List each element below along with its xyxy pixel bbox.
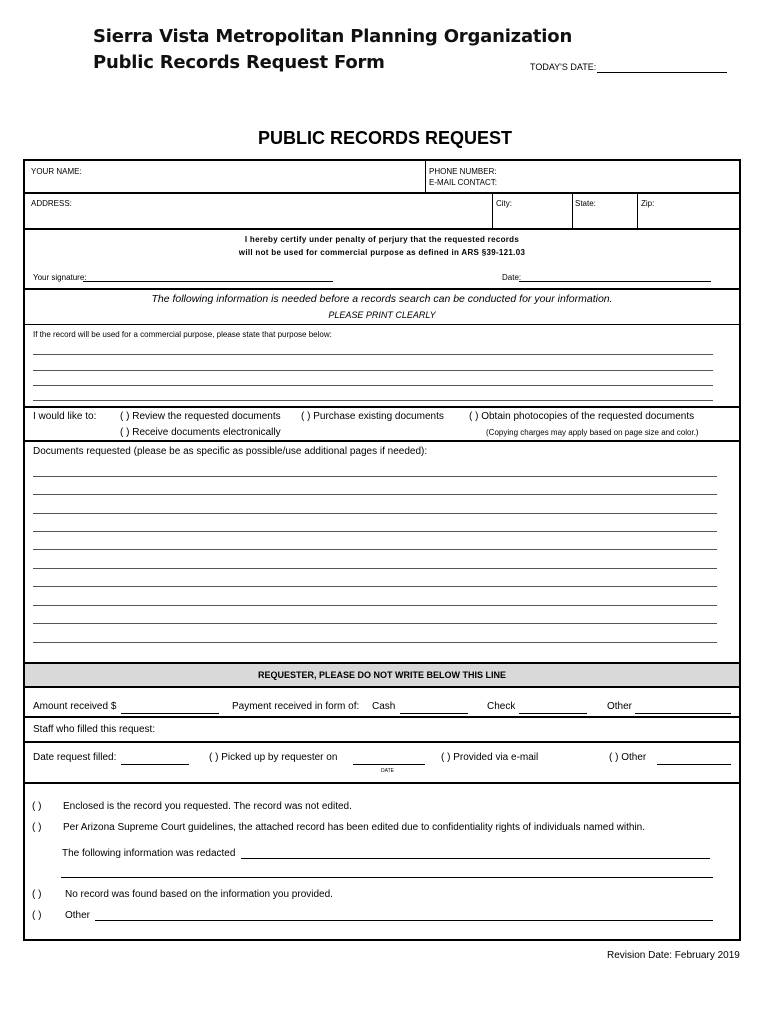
documents-line[interactable] <box>33 605 717 606</box>
cash-field[interactable] <box>400 713 468 714</box>
date-filled-field[interactable] <box>121 764 189 765</box>
other-delivery-field[interactable] <box>657 764 731 765</box>
other-outcome-checkbox[interactable]: ( ) <box>32 910 42 921</box>
other-outcome-label: Other <box>65 910 91 921</box>
certify-line2: will not be used for commercial purpose as defined in ARS §39-121.03 <box>238 248 526 257</box>
documents-line[interactable] <box>33 494 717 495</box>
date-caption: DATE <box>381 768 394 774</box>
certify-date-field[interactable] <box>519 281 711 282</box>
check-field[interactable] <box>519 713 587 714</box>
amount-field[interactable] <box>121 713 219 714</box>
enclosed-text: Enclosed is the record you requested. The record was not edited. <box>63 801 352 812</box>
no-record-checkbox[interactable]: ( ) <box>32 889 42 900</box>
todays-date-label: TODAY'S DATE: <box>530 62 597 72</box>
edited-text: Per Arizona Supreme Court guidelines, the attached record has been edited due to confidentiality rights of individuals named within. <box>63 822 646 833</box>
documents-line[interactable] <box>33 531 717 532</box>
search-notice: The following information is needed before a records search can be conducted for your information. <box>151 293 613 305</box>
purpose-line[interactable] <box>33 400 713 401</box>
page-title: PUBLIC RECORDS REQUEST <box>257 128 513 148</box>
other-payment-label: Other <box>607 701 633 712</box>
your-name-label: YOUR NAME: <box>31 167 82 176</box>
staff-row <box>25 718 739 743</box>
staff-filled-field[interactable] <box>175 720 725 740</box>
purpose-line[interactable] <box>33 354 713 355</box>
amount-label: Amount received $ <box>33 701 117 712</box>
todays-date-field[interactable] <box>597 72 727 73</box>
phone-email-field[interactable] <box>505 164 735 190</box>
organization-name: Sierra Vista Metropolitan Planning Organization <box>93 26 573 47</box>
cash-label: Cash <box>372 701 396 712</box>
documents-line[interactable] <box>33 623 717 624</box>
enclosed-checkbox[interactable]: ( ) <box>32 801 42 812</box>
purpose-line[interactable] <box>33 370 713 371</box>
address-field[interactable] <box>75 197 485 225</box>
staff-filled-label: Staff who filled this request: <box>33 724 156 735</box>
print-clearly: PLEASE PRINT CLEARLY <box>328 310 436 320</box>
review-option[interactable]: ( ) Review the requested documents <box>120 411 281 422</box>
documents-section <box>25 442 739 664</box>
purchase-option[interactable]: ( ) Purchase existing documents <box>301 411 444 422</box>
your-name-field[interactable] <box>85 164 420 190</box>
provided-email-option[interactable]: ( ) Provided via e-mail <box>441 752 539 763</box>
certify-line1: I hereby certify under penalty of perjury that the requested records <box>244 235 520 244</box>
address-row <box>25 194 739 230</box>
form-name: Public Records Request Form <box>93 52 385 73</box>
city-label: City: <box>496 199 512 208</box>
request-type-row <box>25 408 739 442</box>
name-row <box>25 161 739 194</box>
documents-line[interactable] <box>33 586 717 587</box>
payment-form-label: Payment received in form of: <box>232 701 360 712</box>
electronic-option[interactable]: ( ) Receive documents electronically <box>120 427 281 438</box>
redacted-field-2[interactable] <box>61 877 713 878</box>
purpose-line[interactable] <box>33 385 713 386</box>
staff-banner-text: REQUESTER, PLEASE DO NOT WRITE BELOW THIS LINE <box>257 670 506 680</box>
phone-label: PHONE NUMBER: <box>429 167 497 176</box>
request-form <box>23 159 741 941</box>
redacted-field[interactable] <box>241 858 710 859</box>
documents-line[interactable] <box>33 549 717 550</box>
certify-date-label: Date: <box>502 273 522 282</box>
other-payment-field[interactable] <box>635 713 731 714</box>
zip-label: Zip: <box>641 199 655 208</box>
other-outcome-field[interactable] <box>95 920 713 921</box>
documents-line[interactable] <box>33 568 717 569</box>
address-label: ADDRESS: <box>31 199 72 208</box>
date-filled-row <box>25 743 739 784</box>
picked-up-date-field[interactable] <box>353 764 425 765</box>
copy-charges-note: (Copying charges may apply based on page size and color.) <box>486 428 699 437</box>
staff-banner <box>25 664 739 688</box>
certify-row <box>25 230 739 290</box>
documents-line[interactable] <box>33 513 717 514</box>
check-label: Check <box>487 701 516 712</box>
state-label: State: <box>575 199 596 208</box>
email-label: E-MAIL CONTACT: <box>429 178 498 187</box>
payment-row <box>25 688 739 718</box>
documents-line[interactable] <box>33 642 717 643</box>
other-delivery-option[interactable]: ( ) Other <box>609 752 647 763</box>
would-like-label: I would like to: <box>33 411 97 422</box>
signature-label: Your signature: <box>33 273 87 282</box>
date-filled-label: Date request filled: <box>33 752 117 763</box>
commercial-purpose-label: If the record will be used for a commercial purpose, please state that purpose below: <box>33 330 332 339</box>
no-record-text: No record was found based on the information you provided. <box>65 889 333 900</box>
picked-up-option[interactable]: ( ) Picked up by requester on <box>209 752 338 763</box>
revision-date: Revision Date: February 2019 <box>607 950 740 961</box>
commercial-purpose-section <box>25 290 739 408</box>
documents-line[interactable] <box>33 476 717 477</box>
redacted-label: The following information was redacted <box>62 848 236 859</box>
signature-field[interactable] <box>83 281 333 282</box>
photocopies-option[interactable]: ( ) Obtain photocopies of the requested documents <box>469 411 695 422</box>
edited-checkbox[interactable]: ( ) <box>32 822 42 833</box>
documents-label: Documents requested (please be as specific as possible/use additional pages if needed): <box>33 446 428 457</box>
